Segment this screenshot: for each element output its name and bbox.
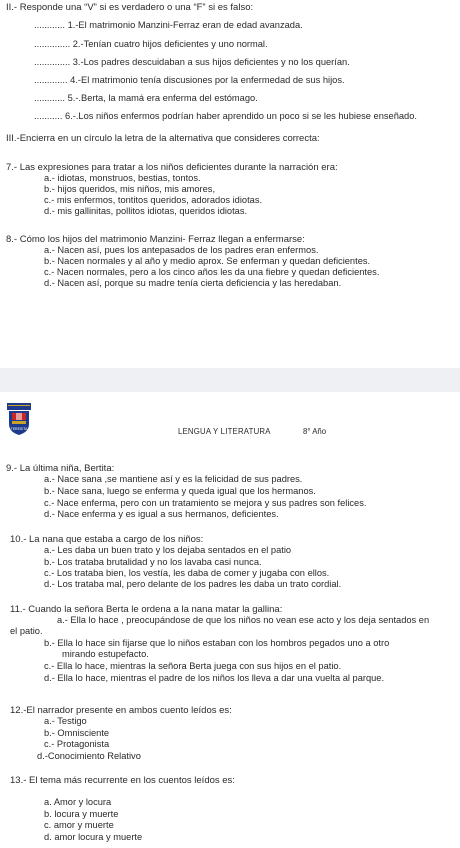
question-12-option-b: b.- Omnisciente bbox=[44, 728, 110, 738]
question-8-option-d: d.- Nacen así, porque su madre tenía cierta deficiencia y las heredaban. bbox=[44, 278, 342, 288]
question-9-option-a: a.- Nace sana ,se mantiene así y es la felicidad de sus padres. bbox=[44, 474, 303, 484]
question-12-option-a: a.- Testigo bbox=[44, 716, 87, 726]
true-false-item-2: .............. 2.-Tenían cuatro hijos deficientes y uno normal. bbox=[34, 39, 268, 49]
school-logo-icon bbox=[5, 402, 33, 436]
question-10-option-d: d.- Los trataba mal, pero delante de los padres les daba un trato cordial. bbox=[44, 579, 342, 589]
true-false-item-4: ............. 4.-El matrimonio tenía discusiones por la enfermedad de sus hijos. bbox=[34, 75, 345, 85]
question-10-option-c: c.- Los trataba bien, los vestía, les daba de comer y jugaba con ellos. bbox=[44, 568, 330, 578]
question-13-option-c: c. amor y muerte bbox=[44, 820, 114, 830]
question-13-option-a: a. Amor y locura bbox=[44, 797, 112, 807]
question-12: 12.-El narrador presente en ambos cuento leídos es: bbox=[10, 705, 232, 716]
question-7: 7.- Las expresiones para tratar a los niños deficientes durante la narración era: bbox=[6, 162, 338, 173]
question-8-option-c: c.- Nacen normales, pero a los cinco años les da una fiebre y quedan deficientes. bbox=[44, 267, 380, 277]
question-11-option-c: c.- Ella lo hace, mientras la señora Berta juega con sus hijos en el patio. bbox=[44, 661, 342, 671]
section-2-heading: II.- Responde una “V” si es verdadero o una “F” si es falso: bbox=[6, 2, 254, 13]
question-13-option-d: d. amor locura y muerte bbox=[44, 832, 143, 842]
question-13: 13.- El tema más recurrente en los cuentos leídos es: bbox=[10, 775, 235, 786]
subject-label: LENGUA Y LITERATURA bbox=[178, 427, 271, 436]
question-9-option-b: b.- Nace sana, luego se enferma y queda igual que los hermanos. bbox=[44, 486, 316, 496]
true-false-item-1: ............ 1.-El matrimonio Manzini-Ferraz eran de edad avanzada. bbox=[34, 20, 303, 30]
question-8: 8.- Cómo los hijos del matrimonio Manzini- Ferraz llegan a enfermarse: bbox=[6, 234, 305, 245]
question-13-option-b: b. locura y muerte bbox=[44, 809, 119, 819]
question-9-option-c: c.- Nace enferma, pero con un tratamiento se mejora y sus padres son felices. bbox=[44, 498, 367, 508]
question-11-option-a-cont: el patio. bbox=[10, 626, 43, 636]
section-3-heading: III.-Encierra en un círculo la letra de la alternativa que consideres correcta: bbox=[6, 133, 320, 144]
question-9: 9.- La última niña, Bertita: bbox=[6, 463, 115, 474]
page-gap bbox=[0, 368, 460, 392]
worksheet-page-2 bbox=[0, 392, 460, 848]
worksheet-page-1 bbox=[0, 0, 460, 368]
question-10-option-b: b.- Los trataba brutalidad y no los lavaba casi nunca. bbox=[44, 557, 262, 567]
grade-label: 8° Año bbox=[303, 427, 327, 436]
question-11-option-b: b.- Ella lo hace sin fijarse que lo niños estaban con los hombros pegados uno a otro bbox=[44, 638, 390, 648]
question-11-option-a: a.- Ella lo hace , preocupándose de que los niños no vean ese acto y los deja sentados en bbox=[57, 615, 430, 625]
question-8-option-b: b.- Nacen normales y al año y medio aprox. Se enferman y quedan deficientes. bbox=[44, 256, 371, 266]
true-false-item-6: ........... 6.-.Los niños enfermos podrían haber aprendido un poco si se les hubiese enseñado. bbox=[34, 111, 417, 121]
question-11: 11.- Cuando la señora Berta le ordena a la nana matar la gallina: bbox=[10, 604, 283, 615]
question-12-option-c: c.- Protagonista bbox=[44, 739, 110, 749]
question-9-option-d: d.- Nace enferma y es igual a sus hermanos, deficientes. bbox=[44, 509, 279, 519]
question-7-option-d: d.- mis gallinitas, pollitos idiotas, queridos idiotas. bbox=[44, 206, 248, 216]
question-11-option-b-cont: mirando estupefacto. bbox=[62, 649, 149, 659]
true-false-item-5: ............ 5.-.Berta, la mamá era enferma del estómago. bbox=[34, 93, 258, 103]
question-12-option-d: d.-Conocimiento Relativo bbox=[37, 751, 141, 761]
school-logo-text: TERESITA bbox=[10, 427, 28, 431]
question-10-option-a: a.- Les daba un buen trato y los dejaba sentados en el patio bbox=[44, 545, 292, 555]
question-8-option-a: a.- Nacen así, pues los antepasados de los padres eran enfermos. bbox=[44, 245, 319, 255]
question-10: 10.- La nana que estaba a cargo de los niños: bbox=[10, 534, 204, 545]
question-11-option-d: d.- Ella lo hace, mientras el padre de los niños los lleva a dar una vuelta al parque. bbox=[44, 673, 385, 683]
question-7-option-b: b.- hijos queridos, mis niños, mis amores, bbox=[44, 184, 216, 194]
question-7-option-c: c.- mis enfermos, tontitos queridos, adorados idiotas. bbox=[44, 195, 263, 205]
question-7-option-a: a.- idiotas, monstruos, bestias, tontos. bbox=[44, 173, 201, 183]
true-false-item-3: .............. 3.-Los padres descuidaban a sus hijos deficientes y no los querían. bbox=[34, 57, 350, 67]
